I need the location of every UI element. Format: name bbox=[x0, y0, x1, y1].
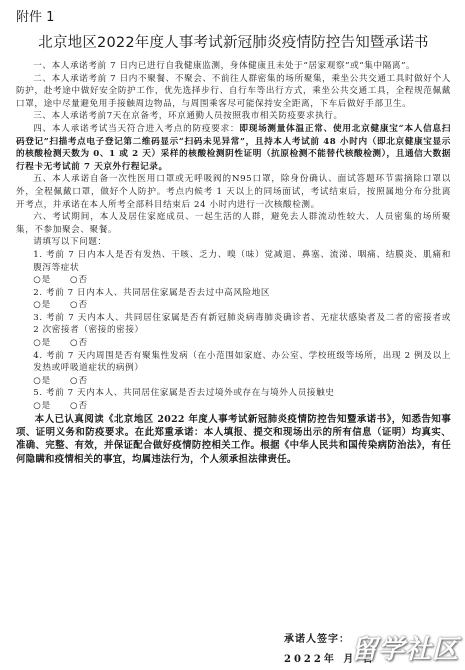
clause-1: 一、本人承诺考前 7 日内已进行自我健康监测，身体健康且未处于“居家观察”或“集中隔离”。 bbox=[33, 61, 416, 71]
q5-yes-radio[interactable]: ○是 bbox=[33, 401, 52, 412]
question-3-options bbox=[16, 337, 451, 350]
question-1: 1. 考前 7 日内本人是否有发热、干咳、乏力、嗅（味）觉减退、鼻塞、流涕、咽痛、结膜炎、肌痛和腹泻等症状 bbox=[33, 249, 451, 273]
questionnaire-intro: 请填写以下问题： bbox=[33, 237, 107, 248]
clause-4 bbox=[16, 123, 451, 173]
clause-3: 三、本人承诺考前7天在京备考，环京通勤人员按照我市相关防疫要求执行。 bbox=[33, 111, 343, 122]
attachment-label: 附件 1 bbox=[16, 10, 55, 25]
q1-yes-radio[interactable]: ○是 bbox=[33, 275, 52, 286]
q4-yes-radio[interactable]: ○是 bbox=[33, 375, 52, 386]
clause-4-prefix: 四、本人承诺考试当天符合进入考点的防疫要求： bbox=[33, 123, 240, 134]
question-5-options bbox=[16, 400, 451, 413]
question-5: 5. 考前 7 天内本人、共同居住家属是否去过境外或存在与境外人员接触史 bbox=[33, 388, 335, 399]
q1-no-radio[interactable]: ○否 bbox=[69, 275, 89, 286]
q5-no-radio[interactable]: ○否 bbox=[69, 401, 89, 412]
q2-no-radio[interactable]: ○否 bbox=[69, 300, 89, 311]
question-1-options bbox=[16, 274, 451, 287]
question-2-options bbox=[16, 299, 451, 312]
commitment-statement: 本人已认真阅读《北京地区 2022 年度人事考试新冠肺炎疫情防控告知暨承诺书》，知悉告知事项、证明义务和防疫要求。在此郑重承诺：本人填报、提交和现场出示的所有信息（证明）均真实、准确、完整、有效，并保证配合做好疫情防控相关工作。根据《中华人民共和国传染病防治法》，有任何隐瞒和疫情相关的事宜，均属违法行为，个人须承担法律责任。 bbox=[16, 413, 451, 465]
document-title: 北京地区2022年度人事考试新冠肺炎疫情防控告知暨承诺书 bbox=[38, 35, 429, 51]
question-3: 3. 考前 7 天内本人、共同居住家属是否有新冠肺炎病毒肺炎确诊者、无症状感染者及二者的密接者或 2 次密接者（密接的密接） bbox=[33, 312, 451, 336]
question-4: 4. 考前 7 天内周围是否有聚集性发病（在小范围如家庭、办公室、学校班级等场所，出现 2 例及以上发热或呼吸道症状的病例） bbox=[33, 350, 451, 374]
site-watermark: 留学社区 bbox=[350, 635, 459, 665]
q4-no-radio[interactable]: ○否 bbox=[69, 375, 89, 386]
clause-5: 五、本人承诺自备一次性医用口罩或无呼吸阀的N95口罩，除身份确认、面试答题环节需摘除口罩以外，全程佩戴口罩，做好个人防护。考点内候考 1 天以上的同场面试，考试结束后，按照属地分布分批离开考点，并承诺在本人所考全部科目结束后 24 小时内进行一次核酸检测。 bbox=[16, 174, 451, 210]
question-2: 2. 考前 7 日内本人、共同居住家属是否去过中高风险地区 bbox=[33, 287, 271, 298]
clause-2: 二、本人承诺考前 7 日内不聚餐、不聚会、不前往人群密集的场所聚集，乘坐公共交通工具时做好个人防护，赴考途中做好安全防护工作，优先选择步行、自行车等出行方式，乘坐公共交通工具，全程规范佩戴口罩，途中尽量避免用手接触周边物品，与周围乘客尽可能保持安全距离，下车后做好手部卫生。 bbox=[16, 73, 451, 109]
date-line[interactable]: 2022年 月 日 bbox=[284, 654, 376, 665]
question-4-options bbox=[16, 375, 451, 388]
signature-line[interactable]: 承诺人签字： bbox=[284, 634, 350, 645]
q3-yes-radio[interactable]: ○是 bbox=[33, 338, 52, 349]
clause-4-requirements: 即现场测量体温正常、使用北京健康宝“本人信息扫码登记”扫描考点电子登记第二维码显示“扫码未见异常”，且持本人考试前 48 小时内（即北京健康宝显示的核酸检测天数为 0、1 或 2 天）采样的核酸检测阴性证明（抗原检测不能替代核酸检测），且通信大数据行程卡无考试前 7 天京外行程记录。 bbox=[16, 123, 452, 172]
q2-yes-radio[interactable]: ○是 bbox=[33, 300, 52, 311]
q3-no-radio[interactable]: ○否 bbox=[69, 338, 89, 349]
clause-6: 六、考试期间，本人及居住家庭成员、一起生活的人群，避免去人群流动性较大、人员密集的场所聚集，不参加聚会、聚餐。 bbox=[16, 212, 451, 235]
